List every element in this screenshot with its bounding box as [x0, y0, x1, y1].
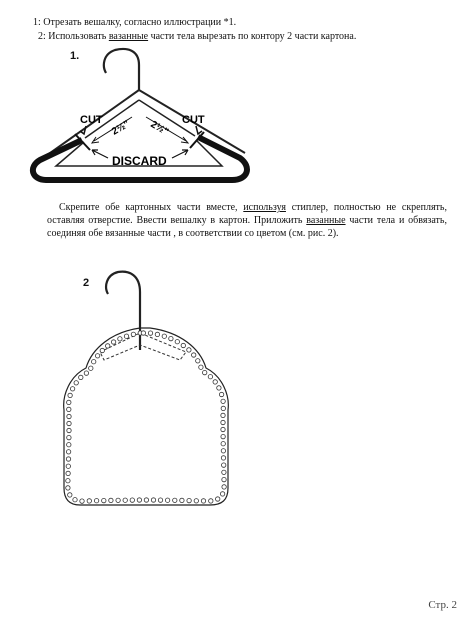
- stitch-hole: [68, 393, 72, 397]
- stitch-holes: [66, 331, 227, 504]
- stitch-hole: [180, 498, 184, 502]
- stitch-hole: [173, 498, 177, 502]
- instruction-step-2-underlined: вазанные: [108, 31, 149, 42]
- paragraph-part-2: стиплер, полностью не скреплять, оставляя отверстие. Ввести вешалку в картон. Приложить: [47, 202, 447, 226]
- stitch-hole: [213, 380, 217, 384]
- page-number: Стр. 2: [428, 599, 457, 611]
- instruction-step-1: 1: Отрезать вешалку, согласно иллюстрации *1.: [33, 17, 237, 28]
- stitch-hole: [67, 407, 71, 411]
- stitch-hole: [68, 493, 72, 497]
- stitch-hole: [73, 498, 77, 502]
- stitch-hole: [141, 331, 145, 335]
- stitch-hole: [162, 334, 166, 338]
- stitch-hole: [222, 477, 226, 481]
- stitch-hole: [66, 471, 70, 475]
- stitch-hole: [222, 485, 226, 489]
- stitch-hole: [144, 498, 148, 502]
- stitch-hole: [222, 470, 226, 474]
- stitch-hole: [169, 336, 173, 340]
- measure-right: 2½": [148, 119, 171, 138]
- stitch-hole: [221, 399, 225, 403]
- stitch-hole: [221, 442, 225, 446]
- stitch-hole: [74, 381, 78, 385]
- stitch-hole: [203, 370, 207, 374]
- stitch-hole: [87, 499, 91, 503]
- stitch-hole: [67, 400, 71, 404]
- stitch-hole: [94, 499, 98, 503]
- stitch-hole: [199, 365, 203, 369]
- stitch-hole: [217, 386, 221, 390]
- stitch-hole: [192, 353, 196, 357]
- stitch-hole: [92, 360, 96, 364]
- stitch-hole: [221, 420, 225, 424]
- stitch-hole: [111, 340, 115, 344]
- paragraph-part-3: части тела и обвязать, соединяя обе вязанные части , в соответствии со цветом (см. рис. 2).: [47, 215, 447, 239]
- paragraph-underlined-1: используя: [243, 202, 286, 213]
- stitch-hole: [187, 498, 191, 502]
- stitch-hole: [109, 498, 113, 502]
- figure-2-label: 2: [83, 277, 90, 289]
- stitch-hole: [187, 348, 191, 352]
- stitch-hole: [102, 498, 106, 502]
- stitch-hole: [124, 334, 128, 338]
- stitch-hole: [80, 499, 84, 503]
- stitch-hole: [89, 366, 93, 370]
- stitch-hole: [219, 392, 223, 396]
- stitch-hole: [67, 414, 71, 418]
- stitch-hole: [67, 421, 71, 425]
- stitch-hole: [221, 434, 225, 438]
- stitch-hole: [66, 450, 70, 454]
- stitch-hole: [155, 332, 159, 336]
- stitch-hole: [194, 499, 198, 503]
- stitch-hole: [67, 435, 71, 439]
- stitch-hole: [148, 331, 152, 335]
- stitch-hole: [106, 344, 110, 348]
- stitch-hole: [151, 498, 155, 502]
- stitch-hole: [196, 359, 200, 363]
- stitch-hole: [208, 375, 212, 379]
- stitch-hole: [221, 413, 225, 417]
- stitch-hole: [66, 486, 70, 490]
- stitch-hole: [131, 332, 135, 336]
- paragraph-part-1: Скрепите обе картонных части вместе,: [59, 202, 244, 213]
- stitch-hole: [95, 354, 99, 358]
- stitch-hole: [222, 463, 226, 467]
- stitch-hole: [70, 387, 74, 391]
- paragraph-underlined-2: вазанные: [306, 215, 346, 226]
- stitch-hole: [130, 498, 134, 502]
- stitch-hole: [79, 375, 83, 379]
- measure-left: 2½": [110, 118, 132, 138]
- figure-1-label: 1.: [70, 50, 80, 62]
- stitch-hole: [158, 498, 162, 502]
- stitch-hole: [123, 498, 127, 502]
- stitch-hole: [66, 457, 70, 461]
- stitch-hole: [221, 456, 225, 460]
- stitch-hole: [201, 499, 205, 503]
- stitch-hole: [100, 348, 104, 352]
- discard-label: DISCARD: [112, 154, 167, 168]
- instruction-step-2-start: 2: Использовать: [38, 31, 109, 42]
- stitch-hole: [181, 343, 185, 347]
- stitch-hole: [66, 464, 70, 468]
- stitch-hole: [216, 497, 220, 501]
- pattern-outline: [64, 328, 229, 505]
- stitch-hole: [67, 443, 71, 447]
- stitch-hole: [221, 427, 225, 431]
- stitch-hole: [175, 340, 179, 344]
- stitch-hole: [209, 499, 213, 503]
- cut-label-left: CUT: [80, 114, 103, 126]
- stitch-hole: [118, 337, 122, 341]
- stitch-hole: [221, 406, 225, 410]
- stitch-hole: [66, 479, 70, 483]
- cut-label-right: CUT: [182, 114, 205, 126]
- stitch-hole: [220, 492, 224, 496]
- stitch-hole: [116, 498, 120, 502]
- instruction-step-2-end: части тела вырезать по контору 2 части картона.: [148, 31, 357, 42]
- stitch-hole: [165, 498, 169, 502]
- stitch-hole: [221, 449, 225, 453]
- stitch-hole: [84, 371, 88, 375]
- stitch-hole: [67, 428, 71, 432]
- stitch-hole: [137, 498, 141, 502]
